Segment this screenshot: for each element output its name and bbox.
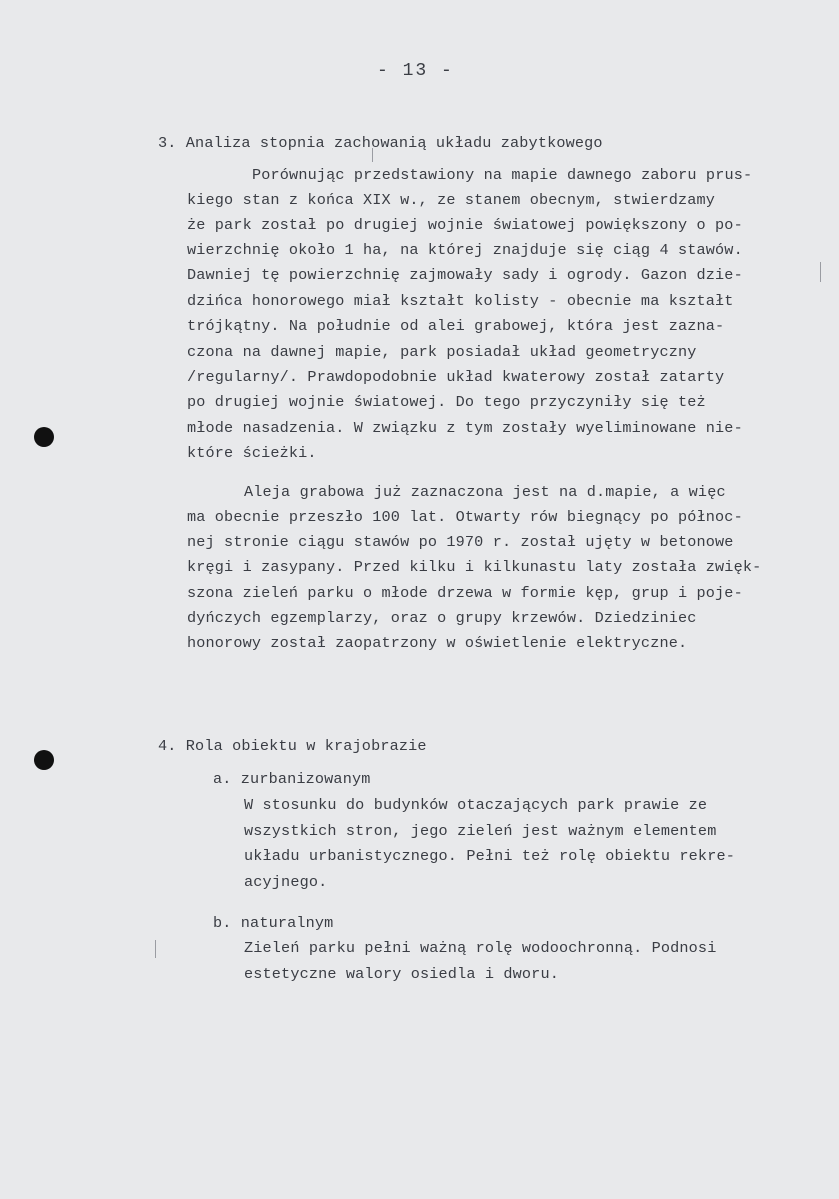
subsection-a-line: układu urbanistycznego. Pełni też rolę obiektu rekre- — [244, 847, 735, 865]
subsection-b-label: b. naturalnym — [213, 914, 334, 932]
paragraph-1-line: które ścieżki. — [187, 444, 317, 462]
subsection-a-label: a. zurbanizowanym — [213, 770, 371, 788]
paragraph-2-line: honorowy został zaopatrzony w oświetlenie elektryczne. — [187, 634, 688, 652]
section-4-heading: 4. Rola obiektu w krajobrazie — [158, 737, 427, 755]
paragraph-1-line: dzińca honorowego miał kształt kolisty - obecnie ma kształt — [187, 292, 734, 310]
paragraph-2-line: nej stronie ciągu stawów po 1970 r. został ujęty w betonowe — [187, 533, 734, 551]
paragraph-2-line: Aleja grabowa już zaznaczona jest na d.mapie, a więc — [244, 483, 726, 501]
punch-hole — [34, 750, 54, 770]
paragraph-1-line: /regularny/. Prawdopodobnie układ kwaterowy został zatarty — [187, 368, 725, 386]
subsection-a-line: wszystkich stron, jego zieleń jest ważnym elementem — [244, 822, 717, 840]
paragraph-2-line: ma obecnie przeszło 100 lat. Otwarty rów biegnący po północ- — [187, 508, 743, 526]
subsection-b-line: estetyczne walory osiedla i dworu. — [244, 965, 559, 983]
section-3-heading: 3. Analiza stopnia zachowanią układu zabytkowego — [158, 134, 603, 152]
paragraph-1-line: czona na dawnej mapie, park posiadał układ geometryczny — [187, 343, 697, 361]
paragraph-2-line: szona zieleń parku o młode drzewa w formie kęp, grup i poje- — [187, 584, 743, 602]
paragraph-2-line: dyńczych egzemplarzy, oraz o grupy krzewów. Dziedziniec — [187, 609, 697, 627]
paragraph-1-line: Dawniej tę powierzchnię zajmowały sady i ogrody. Gazon dzie- — [187, 266, 743, 284]
paragraph-1-line: młode nasadzenia. W związku z tym zostały wyeliminowane nie- — [187, 419, 743, 437]
subsection-a-line: W stosunku do budynków otaczających park prawie ze — [244, 796, 708, 814]
paragraph-1-line: po drugiej wojnie światowej. Do tego przyczyniły się też — [187, 393, 706, 411]
page-number: - 13 - — [377, 61, 454, 81]
punch-hole — [34, 427, 54, 447]
pen-mark — [820, 262, 821, 282]
paragraph-1-line: wierzchnię około 1 ha, na której znajduje się ciąg 4 stawów. — [187, 241, 743, 259]
pen-mark — [155, 940, 156, 958]
paragraph-1-line: że park został po drugiej wojnie światowej powiększony o po- — [187, 216, 743, 234]
subsection-b-line: Zieleń parku pełni ważną rolę wodoochronną. Podnosi — [244, 939, 717, 957]
paragraph-1-line: trójkątny. Na południe od alei grabowej, która jest zazna- — [187, 317, 725, 335]
paragraph-1-line: kiego stan z końca XIX w., ze stanem obecnym, stwierdzamy — [187, 191, 716, 209]
paragraph-2-line: kręgi i zasypany. Przed kilku i kilkunastu laty została zwięk- — [187, 558, 762, 576]
subsection-a-line: acyjnego. — [244, 873, 328, 891]
paragraph-1-line: Porównując przedstawiony na mapie dawnego zaboru prus- — [252, 166, 753, 184]
